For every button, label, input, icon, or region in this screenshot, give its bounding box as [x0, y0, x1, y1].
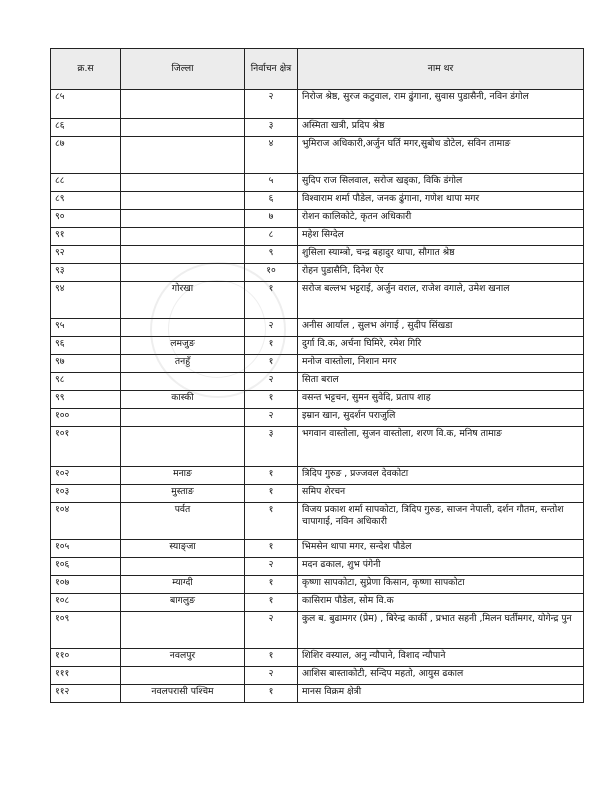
row-serial-number: १०८	[51, 594, 121, 612]
row-constituency: ४	[245, 137, 298, 174]
table-row	[51, 90, 584, 119]
row-district	[121, 319, 245, 337]
row-constituency: १	[245, 485, 298, 503]
row-serial-number: १०१	[51, 427, 121, 467]
table-row	[51, 467, 584, 485]
row-district: कास्की	[121, 391, 245, 409]
row-district	[121, 210, 245, 228]
row-serial-number: ९७	[51, 355, 121, 373]
header-names: नाम थर	[298, 49, 584, 90]
row-names: रोहन पुडासैनि, दिनेश ऐर	[298, 264, 584, 282]
row-district: नवलपुर	[121, 649, 245, 667]
row-district: स्याङ्जा	[121, 540, 245, 558]
header-district: जिल्ला	[121, 49, 245, 90]
table-row	[51, 337, 584, 355]
row-serial-number: १०२	[51, 467, 121, 485]
table-body	[51, 90, 584, 703]
table-row	[51, 264, 584, 282]
row-names: इम्रान खान, सुदर्शन पराजुलि	[298, 409, 584, 427]
table-row	[51, 409, 584, 427]
row-constituency: ६	[245, 192, 298, 210]
row-serial-number: ९५	[51, 319, 121, 337]
row-district	[121, 90, 245, 119]
row-names: मदन ढकाल, शुभ पंगेनी	[298, 558, 584, 576]
row-serial-number: ९३	[51, 264, 121, 282]
row-district: तनहुँ	[121, 355, 245, 373]
table-row	[51, 427, 584, 467]
table-row	[51, 503, 584, 540]
table-row	[51, 612, 584, 649]
table-row	[51, 576, 584, 594]
row-names: दुर्गा वि.क, अर्चना घिमिरे, रमेश गिरि	[298, 337, 584, 355]
row-constituency: १	[245, 391, 298, 409]
row-serial-number: ११२	[51, 685, 121, 703]
row-names: कासिराम पौडेल, सोम वि.क	[298, 594, 584, 612]
row-serial-number: ८९	[51, 192, 121, 210]
table-row	[51, 119, 584, 137]
row-serial-number: ९०	[51, 210, 121, 228]
row-serial-number: १०६	[51, 558, 121, 576]
table-row	[51, 174, 584, 192]
row-constituency: १	[245, 594, 298, 612]
row-district	[121, 137, 245, 174]
row-names: मानस विक्रम क्षेत्री	[298, 685, 584, 703]
row-serial-number: १०९	[51, 612, 121, 649]
table-row	[51, 667, 584, 685]
row-district: पर्वत	[121, 503, 245, 540]
row-names: सुदिप राज सिलवाल, सरोज खड्का, विकि डंगोल	[298, 174, 584, 192]
row-names: महेश सिग्देल	[298, 228, 584, 246]
row-serial-number: १०४	[51, 503, 121, 540]
row-names: आशिस बास्ताकोटी, सन्दिप महतो, आयुस ढकाल	[298, 667, 584, 685]
table-row	[51, 210, 584, 228]
row-names: कृष्णा सापकोटा, सुप्रेणा किसान, कृष्णा सापकोटा	[298, 576, 584, 594]
row-names: विजय प्रकाश शर्मा सापकोटा, त्रिदिप गुरुङ, साजन नेपाली, दर्शन गौतम, सन्तोश चापागाई, नविन अधिकारी	[298, 503, 584, 540]
row-district	[121, 246, 245, 264]
row-names: वसन्त भट्टचन, सुमन सुवेदि, प्रताप शाह	[298, 391, 584, 409]
row-serial-number: १०७	[51, 576, 121, 594]
table-row	[51, 594, 584, 612]
row-names: शुसिला स्याम्त्रो, चन्द्र बहादुर थापा, सौगात श्रेष्ठ	[298, 246, 584, 264]
row-serial-number: ९६	[51, 337, 121, 355]
row-constituency: १	[245, 503, 298, 540]
row-constituency: १	[245, 355, 298, 373]
row-constituency: ८	[245, 228, 298, 246]
row-serial-number: ८५	[51, 90, 121, 119]
row-serial-number: ९१	[51, 228, 121, 246]
row-names: अनीस आर्याल , सुलभ अंगाई , सुदीप सिंखडा	[298, 319, 584, 337]
table-row	[51, 373, 584, 391]
row-constituency: १	[245, 685, 298, 703]
row-district	[121, 228, 245, 246]
row-constituency: २	[245, 667, 298, 685]
table-header-row	[51, 49, 584, 90]
table-row	[51, 558, 584, 576]
table-row	[51, 192, 584, 210]
row-district: बागलुङ	[121, 594, 245, 612]
row-constituency: २	[245, 558, 298, 576]
row-constituency: ७	[245, 210, 298, 228]
table-row	[51, 485, 584, 503]
row-names: विश्वाराम शर्मा पौडेल, जनक ढुंगाना, गणेश थापा मगर	[298, 192, 584, 210]
row-district: म्याग्दी	[121, 576, 245, 594]
row-constituency: २	[245, 319, 298, 337]
row-serial-number: १११	[51, 667, 121, 685]
row-names: अस्मिता खत्री, प्रदिप श्रेष्ठ	[298, 119, 584, 137]
row-district	[121, 174, 245, 192]
row-names: शिशिर वस्याल, अनु न्यौपाने, विशाद न्यौपाने	[298, 649, 584, 667]
row-serial-number: १००	[51, 409, 121, 427]
row-names: कुल ब. बुढामगर (प्रेम) , बिरेन्द्र कार्की , प्रभात सहनी ,मिलन घर्तीमगर, योगेन्द्र पुन	[298, 612, 584, 649]
row-serial-number: ९४	[51, 282, 121, 319]
row-constituency: १	[245, 337, 298, 355]
row-names: भगवान वास्तोला, सुजन वास्तोला, शरण वि.क, मनिष तामाङ	[298, 427, 584, 467]
row-constituency: १	[245, 576, 298, 594]
table-row	[51, 282, 584, 319]
row-district: मनाङ	[121, 467, 245, 485]
row-constituency: १	[245, 467, 298, 485]
row-serial-number: ९२	[51, 246, 121, 264]
row-serial-number: ८६	[51, 119, 121, 137]
table-row	[51, 649, 584, 667]
table-row	[51, 355, 584, 373]
table-row	[51, 137, 584, 174]
row-district	[121, 409, 245, 427]
row-district	[121, 119, 245, 137]
row-constituency: १	[245, 540, 298, 558]
row-district	[121, 373, 245, 391]
row-names: सिता बराल	[298, 373, 584, 391]
row-constituency: ३	[245, 119, 298, 137]
table-row	[51, 391, 584, 409]
row-district: नवलपरासी पश्चिम	[121, 685, 245, 703]
row-district	[121, 558, 245, 576]
row-names: त्रिदिप गुरुङ , प्रज्जवल देवकोटा	[298, 467, 584, 485]
row-serial-number: ८८	[51, 174, 121, 192]
table-row	[51, 246, 584, 264]
row-names: भिमसेन थापा मगर, सन्देश पौडेल	[298, 540, 584, 558]
row-serial-number: ९८	[51, 373, 121, 391]
row-serial-number: ८७	[51, 137, 121, 174]
table-row	[51, 540, 584, 558]
header-serial-number: क्र.स	[51, 49, 121, 90]
row-names: समिप शेरचन	[298, 485, 584, 503]
row-names: मनोज वास्तोला, निशान मगर	[298, 355, 584, 373]
row-district	[121, 427, 245, 467]
row-constituency: १	[245, 282, 298, 319]
row-names: निरोज श्रेष्ठ, सुरज कटुवाल, राम ढुंगाना, सुवास पुडासैनी, नविन डंगोल	[298, 90, 584, 119]
row-serial-number: १०३	[51, 485, 121, 503]
row-serial-number: ११०	[51, 649, 121, 667]
row-district	[121, 264, 245, 282]
row-district: गोरखा	[121, 282, 245, 319]
row-constituency: १	[245, 649, 298, 667]
table-row	[51, 228, 584, 246]
row-district	[121, 192, 245, 210]
row-names: रोशन कालिकोटे, कृतन अधिकारी	[298, 210, 584, 228]
row-constituency: २	[245, 409, 298, 427]
row-district: मुस्ताङ	[121, 485, 245, 503]
row-constituency: ५	[245, 174, 298, 192]
row-constituency: २	[245, 373, 298, 391]
row-constituency: १०	[245, 264, 298, 282]
row-constituency: २	[245, 90, 298, 119]
row-constituency: २	[245, 612, 298, 649]
row-constituency: ३	[245, 427, 298, 467]
candidate-table	[50, 48, 584, 703]
row-serial-number: ९९	[51, 391, 121, 409]
row-district: लमजुङ	[121, 337, 245, 355]
row-constituency: ९	[245, 246, 298, 264]
table-row	[51, 685, 584, 703]
header-constituency: निर्वाचन क्षेत्र	[245, 49, 298, 90]
table-row	[51, 319, 584, 337]
row-district	[121, 667, 245, 685]
row-names: सरोज बल्लभ भट्टराई, अर्जुन वराल, राजेश वगाले, उमेश खनाल	[298, 282, 584, 319]
row-district	[121, 612, 245, 649]
row-names: भुमिराज अधिकारी,अर्जुन घर्ति मगर,सुबोध डोटेल, सविन तामाङ	[298, 137, 584, 174]
row-serial-number: १०५	[51, 540, 121, 558]
